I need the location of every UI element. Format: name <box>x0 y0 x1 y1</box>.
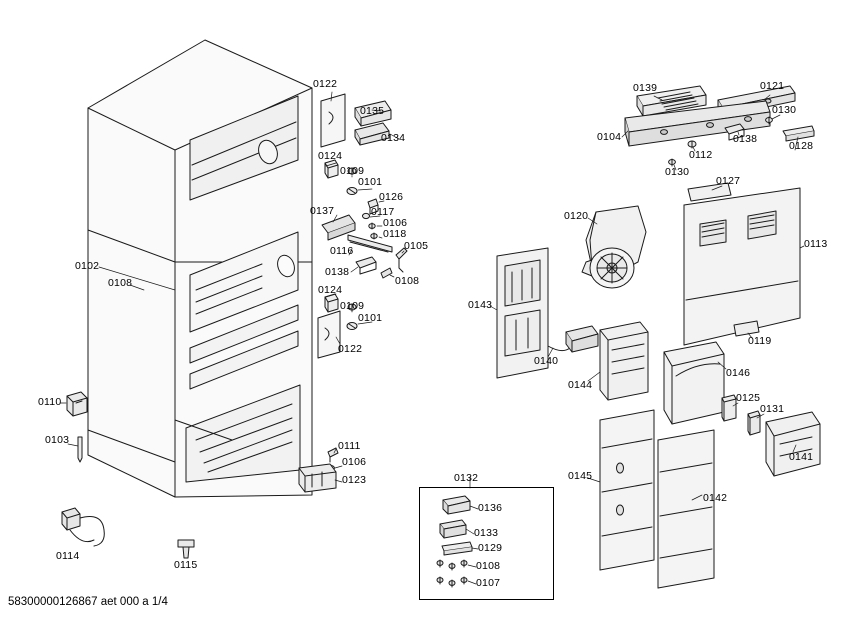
part-label-0127: 0127 <box>716 175 741 187</box>
part-0138-left <box>356 257 376 274</box>
part-label-0112: 0112 <box>689 149 713 161</box>
part-label-0104: 0104 <box>597 131 622 143</box>
part-label-0124-upper: 0124 <box>318 150 343 162</box>
part-0101-lower <box>347 323 357 330</box>
part-label-0132: 0132 <box>454 472 479 484</box>
part-label-0101-lower: 0101 <box>358 312 383 324</box>
part-label-0139: 0139 <box>633 82 658 94</box>
refrigerator-cabinet <box>88 40 312 497</box>
part-label-0128: 0128 <box>789 140 814 152</box>
part-label-0105: 0105 <box>404 240 429 252</box>
part-0108-left <box>381 268 392 278</box>
part-label-0125: 0125 <box>736 392 761 404</box>
part-0122-bottom <box>318 311 340 358</box>
part-label-0122-top: 0122 <box>313 78 338 90</box>
part-label-0130-lower: 0130 <box>665 166 690 178</box>
part-0141 <box>766 412 820 476</box>
part-0110 <box>67 392 87 416</box>
part-label-0118: 0118 <box>383 228 407 240</box>
part-label-0110: 0110 <box>38 396 62 408</box>
part-label-0138-left: 0138 <box>325 266 350 278</box>
part-label-0121: 0121 <box>760 80 785 92</box>
part-0118 <box>371 233 377 239</box>
part-label-0106-upper: 0106 <box>383 217 408 229</box>
part-label-0133: 0133 <box>474 527 499 539</box>
part-0146 <box>664 342 724 424</box>
part-0113 <box>684 188 800 345</box>
part-0101-upper <box>347 188 357 195</box>
part-label-0124-lower: 0124 <box>318 284 343 296</box>
part-label-0113: 0113 <box>804 238 828 250</box>
part-label-0130-top: 0130 <box>772 104 797 116</box>
part-label-0145: 0145 <box>568 470 593 482</box>
part-0106-upper <box>369 223 375 229</box>
part-label-0117: 0117 <box>371 206 395 218</box>
part-0122-top <box>321 94 345 147</box>
part-0120 <box>582 206 646 288</box>
part-label-0126: 0126 <box>379 191 404 203</box>
part-0123 <box>299 464 336 492</box>
part-label-0111: 0111 <box>338 440 361 452</box>
part-label-0144: 0144 <box>568 379 593 391</box>
part-label-0131: 0131 <box>760 403 785 415</box>
part-label-0119: 0119 <box>748 335 772 347</box>
part-label-0109-upper: 0109 <box>340 165 365 177</box>
part-label-0101-upper: 0101 <box>358 176 383 188</box>
part-label-0140: 0140 <box>534 355 559 367</box>
part-0144 <box>600 322 648 400</box>
part-label-0138-right: 0138 <box>733 133 758 145</box>
part-0112 <box>688 141 696 148</box>
part-label-0108-cabinet: 0108 <box>108 277 133 289</box>
part-label-0115: 0115 <box>174 559 198 571</box>
part-label-0114: 0114 <box>56 550 80 562</box>
part-0117 <box>363 213 370 218</box>
part-label-0108-inset: 0108 <box>476 560 501 572</box>
part-label-0123: 0123 <box>342 474 367 486</box>
part-0128 <box>783 126 814 141</box>
part-label-0102: 0102 <box>75 260 100 272</box>
part-0125 <box>722 395 736 421</box>
part-label-0146: 0146 <box>726 367 751 379</box>
part-label-0122-bottom: 0122 <box>338 343 363 355</box>
part-label-0116: 0116 <box>330 245 354 257</box>
diagram-caption: 58300000126867 aet 000 a 1/4 <box>8 596 168 608</box>
part-label-0108-left: 0108 <box>395 275 420 287</box>
part-0142 <box>658 430 714 588</box>
part-label-0143: 0143 <box>468 299 493 311</box>
part-label-0142: 0142 <box>703 492 728 504</box>
part-label-0107: 0107 <box>476 577 501 589</box>
part-0103 <box>78 437 82 462</box>
part-0130-lower <box>669 159 676 166</box>
part-label-0136: 0136 <box>478 502 503 514</box>
part-label-0103: 0103 <box>45 434 70 446</box>
part-label-0129: 0129 <box>478 542 503 554</box>
part-0111 <box>328 448 338 462</box>
part-label-0109-lower: 0109 <box>340 300 365 312</box>
part-0114 <box>62 508 104 546</box>
part-0140 <box>548 326 598 352</box>
part-label-0120: 0120 <box>564 210 589 222</box>
part-label-0106-bottom: 0106 <box>342 456 367 468</box>
part-0131 <box>748 411 760 435</box>
part-label-0134: 0134 <box>381 132 406 144</box>
part-label-0141: 0141 <box>789 451 814 463</box>
part-0115 <box>178 540 194 558</box>
part-label-0137: 0137 <box>310 205 335 217</box>
part-label-0135: 0135 <box>360 105 385 117</box>
part-0145 <box>600 410 654 570</box>
